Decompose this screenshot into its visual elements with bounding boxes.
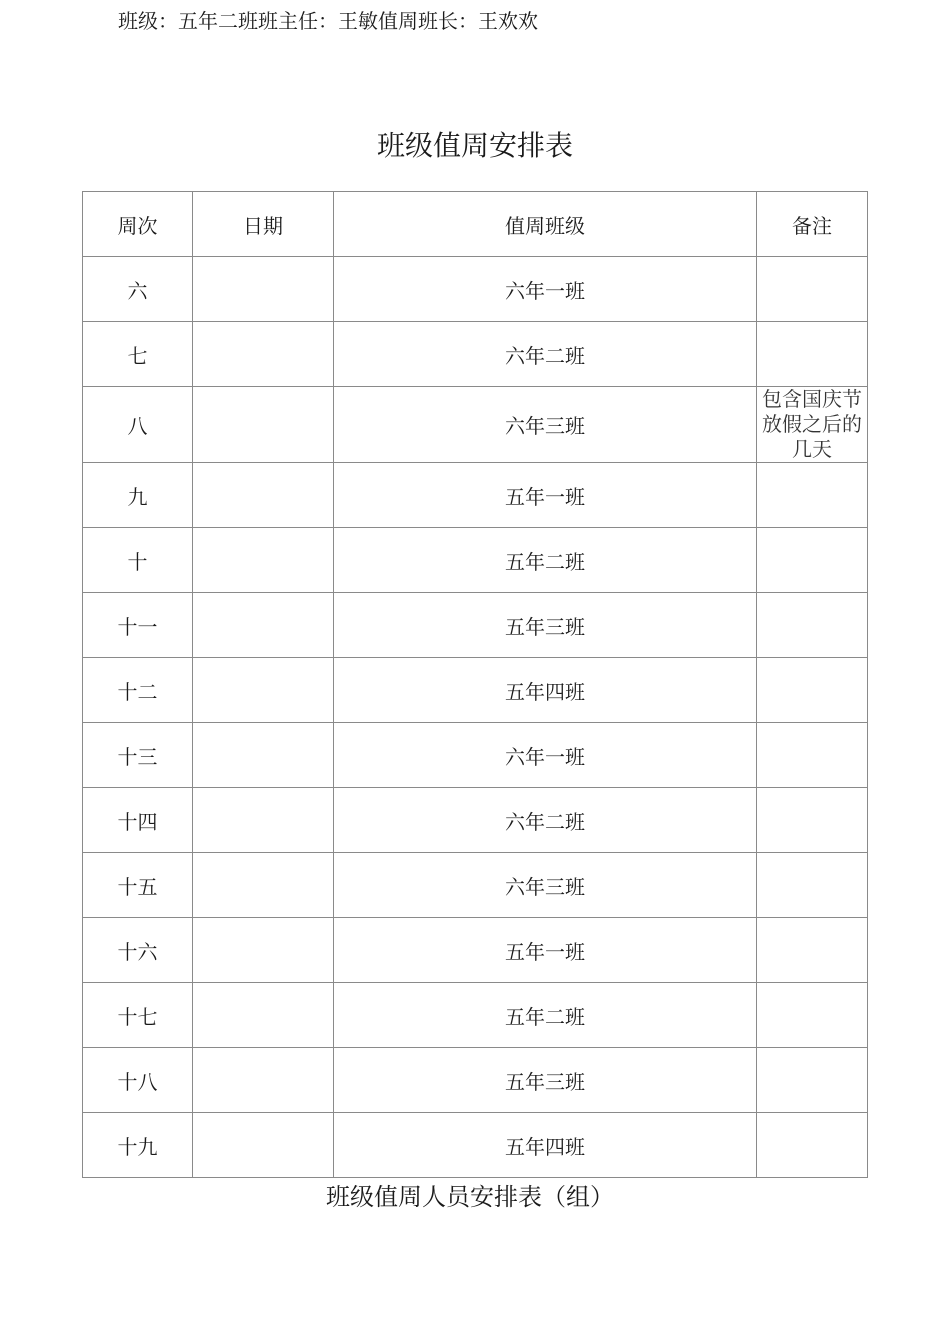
note-cell [757,658,868,723]
table-row [83,322,868,387]
class-cell: 六年一班 [334,257,757,322]
class-cell: 五年三班 [334,1048,757,1113]
date-cell [193,853,334,918]
table-row [83,918,868,983]
note-cell [757,463,868,528]
date-cell [193,723,334,788]
date-cell [193,387,334,463]
table-row [83,1048,868,1113]
note-cell [757,1113,868,1178]
note-cell [757,853,868,918]
week-cell: 十七 [83,983,193,1048]
note-cell [757,918,868,983]
table-row [83,723,868,788]
date-cell [193,322,334,387]
week-cell: 十九 [83,1113,193,1178]
week-cell: 十二 [83,658,193,723]
column-header-date: 日期 [193,192,334,257]
date-cell [193,983,334,1048]
week-cell: 十四 [83,788,193,853]
week-cell: 十八 [83,1048,193,1113]
table-header-row [83,192,868,257]
class-info-line: 班级：五年二班班主任：王敏值周班长：王欢欢 [118,9,538,33]
date-cell [193,658,334,723]
column-header-class: 值周班级 [334,192,757,257]
class-cell: 五年二班 [334,983,757,1048]
date-cell [193,918,334,983]
class-cell: 五年四班 [334,658,757,723]
table-row [83,528,868,593]
note-cell [757,322,868,387]
note-cell [757,257,868,322]
table-row [83,853,868,918]
note-cell [757,528,868,593]
note-cell: 包含国庆节放假之后的几天 [757,387,868,463]
date-cell [193,1048,334,1113]
column-header-week: 周次 [83,192,193,257]
date-cell [193,788,334,853]
page-title: 班级值周安排表 [376,129,573,162]
date-cell [193,528,334,593]
class-cell: 五年一班 [334,463,757,528]
class-cell: 六年三班 [334,853,757,918]
week-cell: 九 [83,463,193,528]
week-cell: 十 [83,528,193,593]
note-cell [757,593,868,658]
table-row [83,1113,868,1178]
date-cell [193,257,334,322]
week-cell: 十五 [83,853,193,918]
week-cell: 十一 [83,593,193,658]
table-row [83,788,868,853]
class-cell: 五年四班 [334,1113,757,1178]
date-cell [193,1113,334,1178]
table-row [83,257,868,322]
note-cell [757,1048,868,1113]
week-cell: 十六 [83,918,193,983]
date-cell [193,593,334,658]
class-cell: 六年二班 [334,788,757,853]
table-row [83,658,868,723]
class-cell: 六年三班 [334,387,757,463]
table-row [83,463,868,528]
date-cell [193,463,334,528]
column-header-note: 备注 [757,192,868,257]
week-cell: 十三 [83,723,193,788]
week-cell: 八 [83,387,193,463]
table-row [83,593,868,658]
class-cell: 六年二班 [334,322,757,387]
note-cell [757,788,868,853]
class-cell: 五年三班 [334,593,757,658]
table-row [83,387,868,463]
class-cell: 六年一班 [334,723,757,788]
duty-schedule-table [82,191,868,1178]
note-cell [757,983,868,1048]
note-cell [757,723,868,788]
week-cell: 六 [83,257,193,322]
week-cell: 七 [83,322,193,387]
personnel-schedule-title: 班级值周人员安排表（组） [326,1183,614,1211]
table-row [83,983,868,1048]
class-cell: 五年二班 [334,528,757,593]
class-cell: 五年一班 [334,918,757,983]
